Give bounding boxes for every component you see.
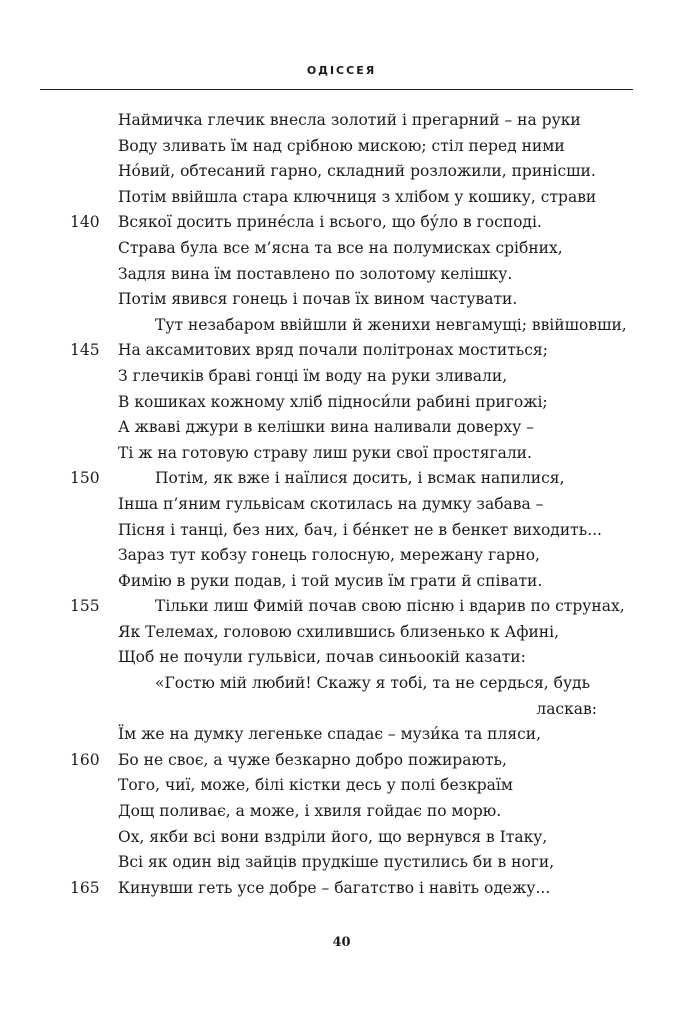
verse-line [0,671,683,697]
verse-text: Їм же на думку легеньке спадає – музи́ка та пляси, [118,725,542,744]
verse-line [0,773,683,799]
verse-text: Ох, якби всі вони вздріли його, що вернувся в Ітаку, [118,827,548,846]
line-number: 165 [70,878,100,897]
verse-line [0,185,683,211]
verse-text: Кинувши геть усе добре – багатство і навіть одежу... [118,878,551,897]
verse-line [0,338,683,364]
verse-text: Тут незабаром ввійшли й женихи невгамущі; ввійшовши, [155,315,627,334]
verse-line [0,313,683,339]
verse-text: Пісня і танці, без них, бач, і бе́нкет не в бенкет виходить... [118,520,602,539]
verse-text: Бо не своє, а чуже безкарно добро пожирають, [118,750,507,769]
verse-text: ласкав: [536,699,597,718]
line-number: 160 [70,750,100,769]
verse-line [0,569,683,595]
verse-line [0,876,683,902]
verse-text: Як Телемах, головою схилившись близенько к Афині, [118,622,559,641]
line-number: 155 [70,597,100,616]
verse-text: А жваві джури в келішки вина наливали доверху – [118,418,534,437]
verse-line [0,492,683,518]
verse-line [0,697,683,723]
running-head: ОДІССЕЯ [306,64,377,77]
verse-text: Зараз тут кобзу гонець голосную, мережану гарно, [118,546,540,565]
verse-text: Інша п’яним гульвісам скотилась на думку забава – [118,494,544,513]
verse-line [0,466,683,492]
verse-line [0,594,683,620]
page-number: 40 [332,935,351,950]
verse-text: В кошиках кожному хліб підноси́ли рабині пригожі; [118,392,548,411]
verse-line [0,108,683,134]
verse-line [0,236,683,262]
verse-line [0,825,683,851]
verse-text: Наймичка глечик внесла золотий і прегарний – на руки [118,111,581,129]
line-number: 145 [70,341,100,360]
verse-line [0,210,683,236]
verse-line [0,748,683,774]
verse-text: Потім ввійшла стара ключниця з хлібом у кошику, страви [118,187,597,206]
verse-line [0,620,683,646]
verse-text: Потім, як вже і наїлися досить, і всмак напилися, [155,469,565,488]
verse-text: Но́вий, обтесаний гарно, складний розложили, принісши. [118,162,596,181]
verse-text: Фимію в руки подав, і той мусив їм грати й співати. [118,571,543,590]
verse-text: Того, чиї, може, білі кістки десь у полі безкраїм [118,776,513,795]
header-rule [40,89,633,90]
verse-line [0,850,683,876]
verse-line [0,543,683,569]
verse-text: Страва була все м’ясна та все на полумисках срібних, [118,238,563,257]
verse-line [0,134,683,160]
line-number: 140 [70,213,100,232]
verse-line [0,287,683,313]
verse-line [0,645,683,671]
verse-line [0,441,683,467]
verse-text: Задля вина їм поставлено по золотому келішку. [118,264,513,283]
verse-line [0,518,683,544]
verse-text: Всі як один від зайців прудкіше пустились би в ноги, [118,853,555,872]
verse-line [0,390,683,416]
line-number: 150 [70,469,100,488]
verse-text: Ті ж на готовую страву лиш руки свої простягали. [118,443,532,462]
verse-text: Щоб не почули гульвіси, почав синьоокій казати: [118,648,526,667]
poem-text [0,108,683,901]
verse-line [0,159,683,185]
verse-line [0,722,683,748]
verse-text: Воду зливать їм над срібною мискою; стіл перед ними [118,136,565,155]
verse-text: Тільки лиш Фимій почав свою пісню і вдарив по струнах, [155,597,625,616]
verse-line [0,799,683,825]
verse-line [0,364,683,390]
verse-text: З глечиків браві гонці їм воду на руки зливали, [118,366,508,385]
verse-text: Дощ поливає, а може, і хвиля гойдає по морю. [118,802,502,821]
verse-line [0,415,683,441]
verse-text: Всякої досить прине́сла і всього, що бу́ло в господі. [118,213,542,232]
verse-text: «Гостю мій любий! Скажу я тобі, та не сердься, будь [155,674,591,693]
verse-text: Потім явився гонець і почав їх вином частувати. [118,290,518,309]
verse-line [0,262,683,288]
verse-text: На аксамитових вряд почали політронах моститься; [118,341,548,360]
